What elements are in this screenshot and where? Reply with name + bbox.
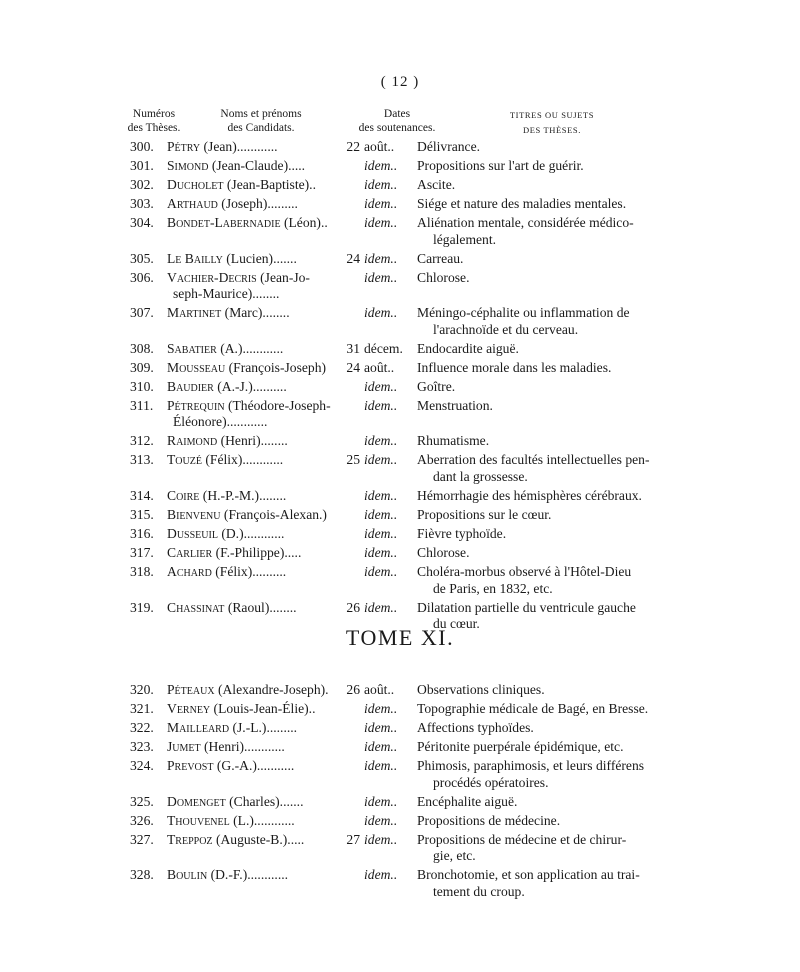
defense-date-month: idem.. [364, 564, 398, 579]
thesis-number: 309. [130, 359, 154, 375]
thesis-number: 314. [130, 488, 154, 503]
candidate-name [167, 215, 347, 232]
candidate-surname: Vachier-Decris [167, 269, 257, 285]
thesis-title-line: Observations cliniques. [417, 682, 545, 697]
candidate-name [167, 526, 347, 543]
defense-date-month: idem.. [364, 812, 398, 828]
defense-date [340, 379, 416, 396]
thesis-title-line: gie, etc. [433, 848, 476, 864]
candidate-surname: Touzé [167, 452, 202, 468]
candidate-surname: Sabatier [167, 340, 217, 356]
thesis-number: 327. [130, 831, 154, 847]
candidate-name [167, 564, 347, 581]
candidate-name-line [167, 794, 347, 811]
candidate-name-line [167, 158, 347, 175]
thesis-title [417, 488, 679, 505]
thesis-title [417, 526, 679, 543]
defense-date-month: idem.. [364, 488, 398, 503]
candidate-given-names: (Charles)....... [225, 793, 304, 809]
thesis-title-line: Endocardite aiguë. [417, 340, 519, 356]
thesis-title [417, 215, 679, 248]
defense-date-month: idem.. [364, 758, 398, 773]
defense-date [340, 139, 416, 156]
defense-date [340, 545, 416, 562]
thesis-number: 317. [130, 545, 154, 560]
candidate-name-line [167, 270, 347, 287]
candidate-name [167, 452, 347, 469]
thesis-title [417, 739, 679, 756]
defense-date [340, 305, 416, 322]
thesis-title [417, 196, 679, 213]
defense-date [340, 433, 416, 450]
candidate-surname: Mousseau [167, 359, 226, 375]
thesis-title-line: Goître. [417, 378, 456, 394]
candidate-name [167, 305, 347, 322]
thesis-title-line: Encéphalite aiguë. [417, 793, 518, 809]
defense-date [340, 564, 416, 581]
defense-date-month: août.. [364, 359, 395, 375]
defense-date-month: idem.. [364, 545, 398, 560]
defense-date-month: idem.. [364, 599, 398, 615]
candidate-name [167, 758, 347, 775]
thesis-number: 316. [130, 526, 154, 541]
candidate-name [167, 545, 347, 562]
thesis-title-line: Chlorose. [417, 269, 470, 285]
candidate-surname: Le Bailly [167, 250, 223, 266]
defense-date [340, 832, 416, 849]
candidate-name-line [167, 701, 347, 718]
thesis-title-line: Ascite. [417, 177, 456, 192]
candidate-surname: Carlier [167, 545, 213, 560]
thesis-title-line: Topographie médicale de Bagé, en Bresse. [417, 701, 649, 716]
candidate-name-line [167, 720, 347, 737]
candidate-surname: Martinet [167, 305, 222, 321]
thesis-title-line: Choléra-morbus observé à l'Hôtel-Dieu [417, 564, 632, 579]
defense-date [340, 196, 416, 213]
candidate-given-names: (Alexandre-Joseph). [214, 682, 329, 697]
defense-date [340, 758, 416, 775]
candidate-name [167, 507, 347, 524]
defense-date [340, 720, 416, 737]
candidate-name-line [167, 341, 347, 358]
candidate-surname: Thouvenel [167, 812, 230, 828]
candidate-name [167, 701, 347, 718]
defense-date-month: idem.. [364, 269, 398, 285]
candidate-name [167, 682, 347, 699]
defense-date-month: idem.. [364, 739, 398, 754]
defense-date-month: idem.. [364, 452, 398, 468]
candidate-surname: Péteaux [167, 682, 215, 697]
thesis-title-line: Rhumatisme. [417, 433, 490, 449]
candidate-surname: Treppoz [167, 831, 213, 847]
thesis-number: 318. [130, 564, 154, 579]
column-header-dates [345, 107, 449, 135]
candidate-name-line [167, 433, 347, 450]
candidate-given-names: (H.-P.-M.)........ [199, 488, 287, 503]
thesis-title [417, 720, 679, 737]
thesis-title [417, 832, 679, 865]
candidate-given-names: (Henri)............ [200, 739, 285, 754]
thesis-number: 304. [130, 215, 154, 230]
candidate-name [167, 158, 347, 175]
column-header-line: Noms et prénoms [220, 108, 302, 120]
column-header-line: des Candidats. [227, 122, 295, 134]
candidate-name-line [167, 813, 347, 830]
candidate-given-names: (F.-Philippe)..... [212, 545, 302, 560]
column-header-names [200, 107, 322, 135]
thesis-title-line: Aberration des facultés intellectuelles pen- [417, 452, 650, 468]
defense-date [340, 701, 416, 718]
thesis-title-line: Méningo-céphalite ou inflammation de [417, 305, 630, 321]
thesis-title [417, 251, 679, 268]
candidate-given-names: (Raoul)........ [224, 599, 297, 615]
defense-date [340, 794, 416, 811]
candidate-given-names: (Jean-Baptiste).. [223, 177, 316, 192]
defense-date-day: 26 [346, 599, 360, 615]
candidate-name-line [167, 251, 347, 268]
defense-date [340, 158, 416, 175]
thesis-title [417, 270, 679, 287]
candidate-name-line [167, 379, 347, 396]
thesis-title [417, 564, 679, 597]
thesis-number: 300. [130, 139, 154, 154]
defense-date [340, 867, 416, 884]
candidate-name [167, 341, 347, 358]
candidate-surname: Pétry [167, 139, 201, 154]
thesis-title-line: Propositions sur le cœur. [417, 507, 552, 522]
thesis-title-line: Affections typhoïdes. [417, 720, 534, 735]
defense-date-month: août.. [364, 139, 395, 154]
defense-date [340, 215, 416, 232]
candidate-name-line [167, 545, 347, 562]
candidate-given-names: (Marc)........ [221, 305, 290, 321]
candidate-name [167, 433, 347, 450]
defense-date [340, 270, 416, 287]
candidate-name-line [167, 196, 347, 213]
thesis-number: 323. [130, 739, 154, 754]
candidate-name-line [167, 739, 347, 756]
defense-date-month: idem.. [364, 158, 398, 173]
candidate-name [167, 251, 347, 268]
candidate-surname: Bondet-Labernadie [167, 215, 281, 230]
candidate-given-names: (Henri)........ [217, 433, 288, 449]
defense-date-month: idem.. [364, 196, 398, 211]
defense-date [340, 813, 416, 830]
candidate-name-line [167, 305, 347, 322]
defense-date [340, 341, 416, 358]
column-header-line: Dates [383, 108, 411, 120]
thesis-title-line: l'arachnoïde et du cerveau. [433, 321, 579, 337]
thesis-title [417, 867, 679, 900]
column-header-line: des Thèses. [127, 122, 181, 134]
candidate-given-names: (Joseph)......... [217, 196, 298, 211]
candidate-surname: Jumet [167, 739, 201, 754]
candidate-surname: Mailleard [167, 720, 230, 735]
candidate-name [167, 270, 347, 303]
candidate-surname: Verney [167, 701, 211, 716]
candidate-name-line [167, 215, 347, 232]
defense-date [340, 251, 416, 268]
candidate-given-names: (Jean-Claude)..... [208, 158, 306, 173]
candidate-surname: Achard [167, 564, 212, 579]
candidate-surname: Bienvenu [167, 507, 221, 522]
candidate-surname: Raimond [167, 433, 218, 449]
candidate-surname: Arthaud [167, 196, 218, 211]
thesis-title-line: Délivrance. [417, 139, 481, 154]
candidate-name [167, 488, 347, 505]
thesis-number: 313. [130, 452, 154, 468]
thesis-title [417, 177, 679, 194]
thesis-title-line: Phimosis, paraphimosis, et leurs différens [417, 758, 645, 773]
candidate-name-line [167, 832, 347, 849]
candidate-name [167, 794, 347, 811]
candidate-given-names: (A.)............ [216, 340, 284, 356]
thesis-title-line: Menstruation. [417, 397, 493, 413]
candidate-name [167, 379, 347, 396]
defense-date-month: idem.. [364, 793, 398, 809]
thesis-title-line: du cœur. [433, 616, 480, 632]
defense-date [340, 398, 416, 415]
defense-date-day: 22 [346, 139, 360, 154]
thesis-number: 305. [130, 250, 154, 266]
thesis-title [417, 158, 679, 175]
defense-date [340, 507, 416, 524]
thesis-number: 320. [130, 682, 154, 697]
candidate-surname: Coire [167, 488, 200, 503]
thesis-title [417, 545, 679, 562]
thesis-title [417, 379, 679, 396]
defense-date [340, 488, 416, 505]
candidate-name-line [167, 564, 347, 581]
defense-date-month: idem.. [364, 433, 398, 449]
candidate-given-names: (François-Joseph) [225, 359, 327, 375]
candidate-name [167, 739, 347, 756]
thesis-title-line: Dilatation partielle du ventricule gauche [417, 599, 636, 615]
thesis-number: 303. [130, 196, 154, 211]
thesis-title-line: de Paris, en 1832, etc. [433, 580, 553, 596]
thesis-number: 322. [130, 720, 154, 735]
defense-date-month: idem.. [364, 831, 398, 847]
thesis-number: 307. [130, 305, 154, 321]
candidate-given-names: (D.)............ [217, 526, 285, 541]
defense-date-day: 26 [346, 682, 360, 697]
thesis-title-line: Péritonite puerpérale épidémique, etc. [417, 739, 624, 754]
defense-date-month: idem.. [364, 701, 398, 716]
defense-date-month: idem.. [364, 507, 398, 522]
thesis-title-line: Fièvre typhoïde. [417, 526, 507, 541]
defense-date [340, 452, 416, 469]
candidate-surname: Chassinat [167, 599, 225, 615]
candidate-given-names: (Félix)............ [201, 452, 284, 468]
thesis-title [417, 682, 679, 699]
candidate-surname: Boulin [167, 867, 208, 883]
page-number: ( 12 ) [380, 74, 420, 90]
column-header-titles [490, 108, 614, 138]
defense-date-month: idem.. [364, 720, 398, 735]
thesis-number: 319. [130, 599, 154, 615]
candidate-name [167, 398, 347, 431]
thesis-number: 306. [130, 269, 154, 285]
thesis-number: 301. [130, 158, 154, 173]
candidate-given-names: (G.-A.)........... [213, 758, 295, 773]
thesis-title [417, 794, 679, 811]
candidate-given-names: (Louis-Jean-Élie).. [210, 701, 316, 716]
defense-date-day: 24 [346, 250, 360, 266]
defense-date-month: idem.. [364, 177, 398, 192]
defense-date-month: idem.. [364, 250, 398, 266]
defense-date [340, 360, 416, 377]
thesis-title-line: Siége et nature des maladies mentales. [417, 196, 627, 211]
defense-date [340, 526, 416, 543]
candidate-name [167, 177, 347, 194]
defense-date-month: idem.. [364, 305, 398, 321]
candidate-name-line [167, 398, 347, 415]
thesis-title [417, 701, 679, 718]
candidate-given-names: (Théodore-Joseph- [224, 397, 331, 413]
candidate-name-line [167, 507, 347, 524]
candidate-given-names: (Lucien)....... [222, 250, 297, 266]
thesis-number: 302. [130, 177, 154, 192]
candidate-name-line [167, 600, 347, 617]
candidate-surname: Pétrequin [167, 397, 225, 413]
thesis-number: 311. [130, 397, 154, 413]
thesis-title-line: Bronchotomie, et son application au trai- [417, 867, 640, 883]
thesis-number: 315. [130, 507, 154, 522]
thesis-title-line: procédés opératoires. [433, 774, 549, 790]
candidate-name [167, 196, 347, 213]
column-header-line: TITRES OU SUJETS [509, 110, 595, 120]
candidate-name [167, 720, 347, 737]
thesis-title [417, 433, 679, 450]
defense-date-month: idem.. [364, 526, 398, 541]
thesis-title-line: dant la grossesse. [433, 468, 528, 484]
candidate-name-line [167, 758, 347, 775]
section-heading: TOME XI. [345, 625, 455, 650]
candidate-name [167, 139, 347, 156]
thesis-title [417, 758, 679, 791]
candidate-surname: Domenget [167, 793, 226, 809]
candidate-name [167, 832, 347, 849]
thesis-title [417, 305, 679, 338]
thesis-title [417, 139, 679, 156]
defense-date-month: idem.. [364, 867, 398, 883]
defense-date [340, 739, 416, 756]
thesis-title [417, 398, 679, 415]
candidate-name-line: Éléonore)............ [173, 414, 268, 430]
candidate-name [167, 360, 347, 377]
column-header-line: des soutenances. [358, 122, 436, 134]
candidate-name [167, 867, 347, 884]
defense-date [340, 600, 416, 617]
thesis-number: 321. [130, 701, 154, 716]
candidate-surname: Baudier [167, 378, 214, 394]
candidate-surname: Ducholet [167, 177, 224, 192]
defense-date-day: 31 [346, 340, 360, 356]
candidate-name [167, 600, 347, 617]
thesis-title [417, 341, 679, 358]
thesis-number: 326. [130, 812, 154, 828]
column-header-numbers [118, 107, 190, 135]
column-header-line: DES THÈSES. [523, 125, 581, 135]
thesis-title-line: Aliénation mentale, considérée médico- [417, 215, 634, 230]
thesis-number: 325. [130, 793, 154, 809]
defense-date-day: 24 [346, 359, 360, 375]
thesis-title [417, 507, 679, 524]
defense-date-month: décem. [364, 340, 403, 356]
candidate-name-line [167, 452, 347, 469]
thesis-title-line: Propositions sur l'art de guérir. [417, 158, 584, 173]
candidate-name-line [167, 526, 347, 543]
candidate-given-names: (L.)............ [229, 812, 295, 828]
column-header-line: Numéros [132, 108, 176, 120]
defense-date [340, 177, 416, 194]
defense-date-day: 25 [346, 452, 360, 468]
thesis-title-line: Hémorrhagie des hémisphères cérébraux. [417, 488, 642, 503]
defense-date-month: idem.. [364, 215, 398, 230]
thesis-title-line: Chlorose. [417, 545, 470, 560]
candidate-surname: Dusseuil [167, 526, 218, 541]
candidate-given-names: (Félix).......... [211, 564, 287, 579]
thesis-title-line: Propositions de médecine et de chirur- [417, 831, 627, 847]
candidate-surname: Simond [167, 158, 209, 173]
thesis-number: 308. [130, 340, 154, 356]
defense-date-month: août.. [364, 682, 395, 697]
candidate-given-names: (Jean)............ [200, 139, 278, 154]
candidate-given-names: (Auguste-B.)..... [212, 831, 305, 847]
defense-date [340, 682, 416, 699]
candidate-given-names: (Jean-Jo- [256, 269, 310, 285]
candidate-name-line [167, 177, 347, 194]
thesis-number: 328. [130, 867, 154, 883]
candidate-name-line [167, 867, 347, 884]
candidate-given-names: (Léon).. [280, 215, 328, 230]
thesis-number: 312. [130, 433, 154, 449]
candidate-given-names: (J.-L.)......... [229, 720, 298, 735]
candidate-given-names: (A.-J.).......... [213, 378, 287, 394]
thesis-title [417, 813, 679, 830]
candidate-name-line [167, 139, 347, 156]
candidate-surname: Prevost [167, 758, 214, 773]
thesis-title-line: Influence morale dans les maladies. [417, 359, 612, 375]
thesis-number: 324. [130, 758, 154, 773]
candidate-name-line [167, 488, 347, 505]
candidate-name-line [167, 682, 347, 699]
defense-date-month: idem.. [364, 397, 398, 413]
candidate-name [167, 813, 347, 830]
thesis-title [417, 452, 679, 485]
candidate-given-names: (François-Alexan.) [220, 507, 327, 522]
candidate-given-names: (D.-F.)............ [207, 867, 289, 883]
thesis-title [417, 360, 679, 377]
defense-date-month: idem.. [364, 378, 398, 394]
thesis-title-line: Carreau. [417, 250, 464, 266]
thesis-title-line: tement du croup. [433, 883, 525, 899]
thesis-title-line: Propositions de médecine. [417, 812, 561, 828]
candidate-name-line [167, 360, 347, 377]
thesis-number: 310. [130, 378, 154, 394]
defense-date-day: 27 [346, 831, 360, 847]
candidate-name-line: seph-Maurice)........ [173, 286, 280, 302]
thesis-title-line: légalement. [433, 231, 497, 247]
